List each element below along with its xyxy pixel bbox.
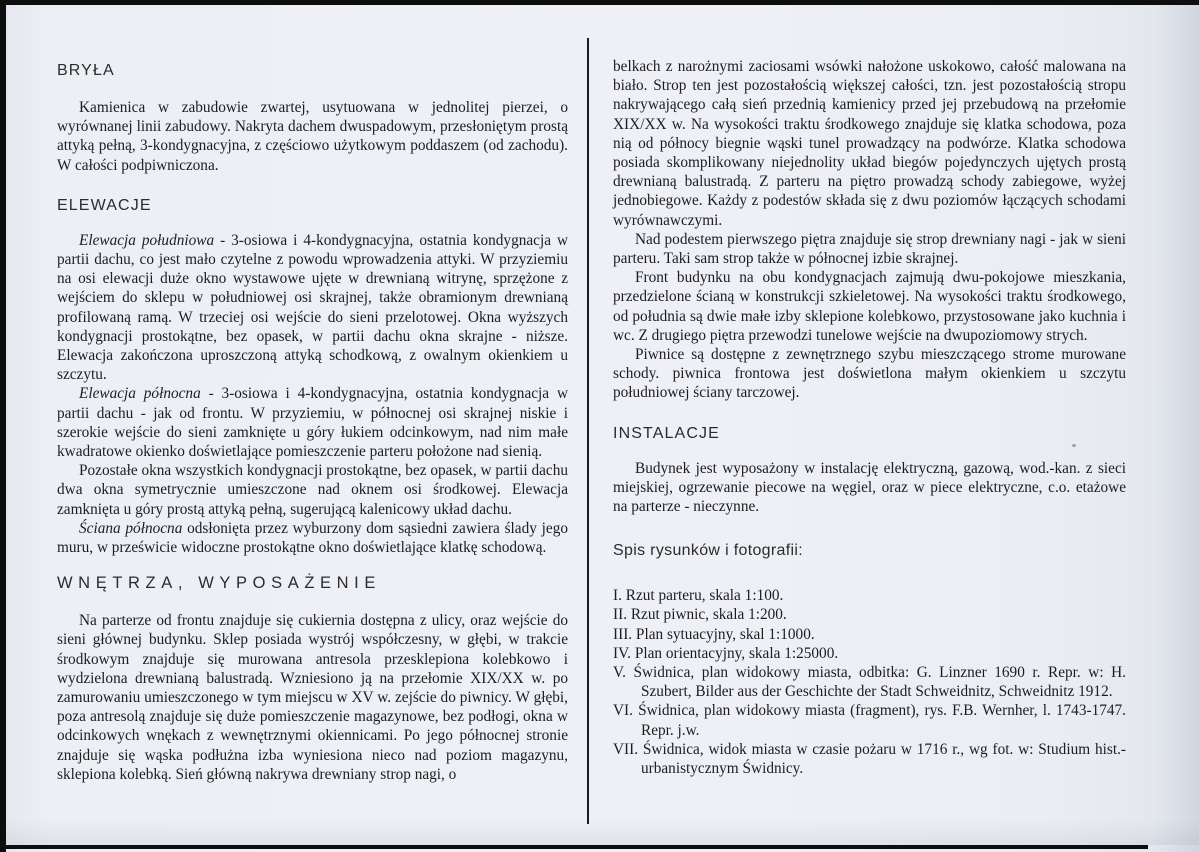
paragraph-body-text: - 3-osiowa i 4-kondygnacyjna, ostatnia kondygnacja w partii dachu, co jest mało czytelne z powodu wprowadzenia attyki. W przyziemiu na osi elewacji duże okno wystawowe ujęte w drewnianą witrynę, sprzężone z wejściem do sklepu w południowej osi skrajnej, także obramionym drewnianą profilowaną ramą. W trzeciej osi wejście do sieni przelotowej. Okna wyższych kondygnacji prostokątne, bez opasek, w partii dachu okna skrajne - niższe. Elewacja zakończona uproszczoną attyką schodkową, z owalnym okienkiem u szczytu. [57,231,568,384]
list-item-2: II. Rzut piwnic, skala 1:200. [613,606,787,624]
list-item-7: VII. Świdnica, widok miasta w czasie pożaru w 1716 r., wg fot. w: Studium hist.-urbanistycznym Świdnicy. [613,740,1126,778]
scan-border-top [0,0,1199,5]
paragraph-lead-italic: Ściana północna [79,519,183,537]
section-heading-elewacje: ELEWACJE [57,196,152,214]
page-edge-shading-right [1153,0,1199,852]
section-heading-wnetrza: WNĘTRZA, WYPOSAŻENIE [57,574,381,593]
list-item-6: VI. Świdnica, plan widokowy miasta (fragment), rys. F.B. Wernher, l. 1743-1747. Repr. j.w. [613,702,1126,739]
paragraph-continuation-strop: belkach z narożnymi zaciosami wsówki nałożone uskokowo, całość malowana na biało. Strop ten jest pozostałością większej całości, tzn. jest pozostałością stropu nakrywającego całą sień przednią kamienicy przed jej przebudową na przełomie XIX/XX w. Na wysokości traktu środkowego znajduje się klatka schodowa, poza nią od północy biegnie wąski tunel prowadzący na podwórze. Klatka schodowa posiada skomplikowany niejednolity układ biegów pojedynczych ujętych prostą drewnianą balustradą. Z parteru na piętro prowadzą schody zabiegowe, wyżej jednobiegowe. Każdy z podestów składa się z dwu poziomów łączących schodami wyrównawczymi. [613,58,1126,229]
section-heading-bryla: BRYŁA [57,62,115,79]
list-item-4: IV. Plan orientacyjny, skala 1:25000. [613,644,839,662]
paragraph-podest: Nad podestem pierwszego piętra znajduje się strop drewniany nagi - jak w sieni parteru. Taki sam strop także w północnej izbie skrajnej. [613,230,1126,268]
paragraph-body-text: odsłonięta przez wyburzony dom sąsiedni zawiera ślady jego muru, w prześwicie widoczne prostokątne okno doświetlające klatkę schodową. [57,519,568,557]
paragraph-wnetrza: Na parterze od frontu znajduje się cukiernia dostępna z ulicy, oraz wejście do sieni głównej budynku. Sklep posiada wystrój współczesny, w głębi, w trakcie środkowym znajduje się murowana antresola przesklepiona kolebkowo i wydzielona drewnianą balustradą. Wzniesiono ją na przełomie XIX/XX w. po zamurowaniu umieszczonego w tym miejscu w XV w. zejście do piwnicy. W głębi, poza antresolą znajduje się duże pomieszczenie magazynowe, bez podłogi, okna w odcinkowych wnękach z wewnętrznymi okiennicami. Po jego północnej stronie znajduje się wąska podłużna izba wyniesiona nieco nad poziom magazynu, sklepiona kolebką. Sień główną nakrywa drewniany strop nagi, o [57,612,568,783]
page-edge-shading-bottom [6,819,1199,845]
paragraph-piwnice: Piwnice są dostępne z zewnętrznego szybu mieszczącego strome murowane schody. piwnica frontowa jest doświetlona małym okienkiem u szczytu południowej ściany tarczowej. [613,346,1126,402]
paragraph-bryla: Kamienica w zabudowie zwartej, usytuowana w jednolitej pierzei, o wyrównanej linii zabudowy. Nakryta dachem dwuspadowym, przesłoniętym prostą attyką pełną, 3-kondygnacyjna, z częściowo użytkowym poddaszem (od zachodu). W całości podpiwniczona. [57,99,568,174]
scan-border-bottom [0,845,1148,849]
right-column [613,57,1126,778]
figures-list [613,586,1126,778]
paragraph-elewacja-polnocna [57,384,568,461]
paragraph-elewacja-poludniowa [57,231,568,385]
paragraph-lead-italic: Elewacja południowa [79,231,215,249]
scan-border-left [0,0,6,852]
list-item-5: V. Świdnica, plan widokowy miasta, odbitka: G. Linzner 1690 r. Repr. w: H. Szubert, Bilder aus der Geschichte der Stadt Schweidnitz, Schweidnitz 1912. [613,664,1126,701]
paragraph-sciana-polnocna [57,519,568,557]
paragraph-body-text: - 3-osiowa i 4-kondygnacyjna, ostatnia kondygnacja w partii dachu - jak od frontu. W przyziemiu, w północnej osi skrajnej niskie i szerokie wejście do sieni zamknięte u góry łukiem odcinkowym, nad nim małe kwadratowe okienko doświetlające pomieszczenie parteru położone nad sienią. [57,385,568,461]
column-divider-line [587,38,589,824]
section-heading-instalacje: INSTALACJE [613,424,720,442]
paragraph-instalacje: Budynek jest wyposażony w instalację elektryczną, gazową, wod.-kan. z sieci miejskiej, ogrzewanie piecowe na węgiel, oraz w piece elektryczne, c.o. etażowe na parterze - nieczynne. [613,459,1126,516]
list-item-3: III. Plan sytuacyjny, skal 1:1000. [613,625,815,643]
list-title-spis: Spis rysunków i fotografii: [613,542,804,560]
list-item-1: I. Rzut parteru, skala 1:100. [613,587,784,605]
paragraph-front-budynku: Front budynku na obu kondygnacjach zajmują dwu-pokojowe mieszkania, przedzielone ścianą w konstrukcji szkieletowej. Na wysokości traktu środkowego, od południa są dwie małe izby sklepione kolebkowo, przystosowane jako kuchnia i wc. Z drugiego piętra przewodzi tunelowe wejście na dwupoziomowy strych. [613,269,1126,344]
paragraph-pozostale-okna: Pozostałe okna wszystkich kondygnacji prostokątne, bez opasek, w partii dachu dwa okna symetrycznie umieszczone nad oknem osi środkowej. Elewacja zamknięta u góry prostą attyką pełną, sugerującą kalenicowy układ dachu. [57,462,568,518]
paragraph-lead-italic: Elewacja północna [79,385,201,403]
left-column [57,57,568,784]
